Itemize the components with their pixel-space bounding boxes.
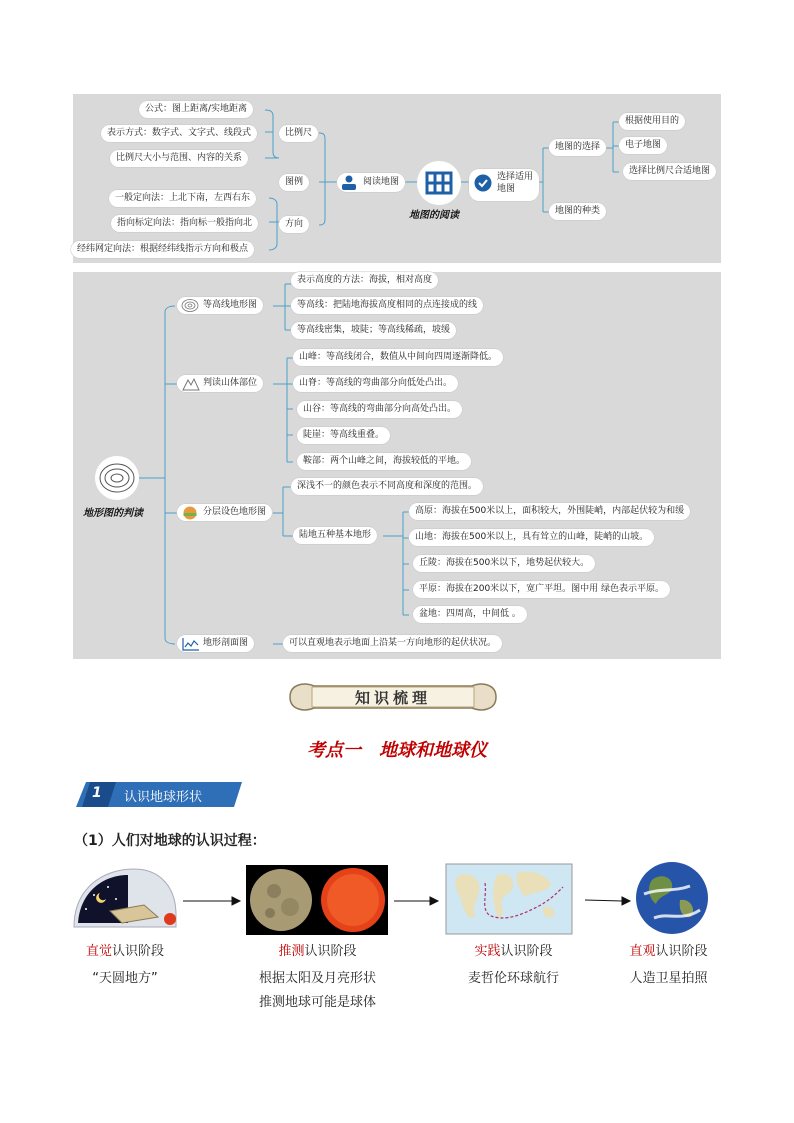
- stage-1: [50, 940, 200, 986]
- map-types-node: 地图的种类: [549, 203, 606, 220]
- profile-node: 地形剖面图: [177, 635, 254, 652]
- stage-3-title: 实践认识阶段: [474, 944, 553, 959]
- stage-3: [436, 940, 591, 986]
- topic-title: 考点一 地球和地球仪: [307, 740, 487, 761]
- landform-plateau: 高原：海拔在500米以上，面积较大，外围陡峭，内部起伏较为和缓: [409, 503, 690, 520]
- contour-definition: 等高线：把陆地海拔高度相同的点连接成的线: [291, 297, 483, 314]
- mountain-valley: 山谷：等高线的弯曲部分向高处凸出。: [297, 401, 462, 418]
- scale-representation: 表示方式：数字式、文字式、线段式: [101, 125, 257, 142]
- stage-2-title: 推测认识阶段: [278, 944, 357, 959]
- stage-4: [596, 940, 741, 986]
- stage-3-desc: 麦哲伦环球航行: [467, 971, 559, 986]
- topo-map-icon: [95, 456, 139, 500]
- layered-color-node: 分层设色地形图: [177, 504, 272, 521]
- map-reading-center-title: 地图的阅读: [409, 210, 459, 221]
- landform-basin: 盆地：四周高，中间低 。: [413, 606, 527, 623]
- stage-1-title: 直觉认识阶段: [85, 944, 165, 959]
- contour-icon: [181, 298, 199, 313]
- stage-2-desc-1: 根据太阳及月亮形状: [258, 971, 376, 986]
- landform-hill: 丘陵：海拔在500米以下，地势起伏较大。: [413, 555, 595, 572]
- mountain-saddle: 鞍部：两个山峰之间，海拔较低的平地。: [297, 453, 471, 470]
- mountain-cliff: 陡崖：等高线重叠。: [297, 427, 390, 444]
- section-label: 认识地球形状: [124, 790, 203, 805]
- direction-grid: 经纬网定向法：根据经纬线指示方向和极点: [71, 241, 254, 258]
- map-icon: [417, 161, 461, 205]
- stage-1-desc: “天圆地方”: [92, 971, 158, 986]
- mountain-ridge: 山脊：等高线的弯曲部分向低处凸出。: [293, 375, 458, 392]
- map-reading-mindmap: [73, 94, 721, 263]
- stage-2: [230, 940, 405, 1010]
- profile-desc: 可以直观地表示地面上沿某一方向地形的起伏状况。: [283, 635, 502, 652]
- question-text: （1）人们对地球的认识过程：: [74, 833, 266, 849]
- scale-node: 比例尺: [279, 125, 318, 142]
- terrain-mindmap: [73, 272, 721, 659]
- map-choice-node: 地图的选择: [549, 139, 606, 156]
- knowledge-banner: [284, 678, 502, 716]
- check-icon: [474, 174, 492, 192]
- terrain-center-title: 地形图的判读: [83, 508, 143, 519]
- landform-plain: 平原：海拔在200米以下，宽广平坦。图中用 绿色表示平原。: [413, 581, 670, 598]
- scale-relation: 比例尺大小与范围、内容的关系: [110, 150, 248, 167]
- banner-title: 知识梳理: [354, 689, 431, 707]
- mountain-parts-node: 判读山体部位: [177, 375, 263, 392]
- direction-general: 一般定向法：上北下南，左西右东: [109, 190, 256, 207]
- choice-electronic: 电子地图: [619, 137, 667, 154]
- stage-2-desc-2: 推测地球可能是球体: [258, 995, 376, 1010]
- color-layer-icon: [182, 506, 198, 520]
- layered-color-desc: 深浅不一的颜色表示不同高度和深度的范围。: [291, 478, 483, 495]
- choice-by-purpose: 根据使用目的: [619, 113, 685, 130]
- contour-slope: 等高线密集，坡陡；等高线稀疏，坡缓: [291, 322, 456, 339]
- stage-arrows: [0, 892, 794, 912]
- contour-height-method: 表示高度的方法：海拔，相对高度: [291, 272, 438, 289]
- landform-mountain: 山地：海拔在500米以上，具有耸立的山峰，陡峭的山坡。: [409, 529, 654, 546]
- direction-node: 方向: [279, 216, 309, 233]
- stage-4-title: 直观认识阶段: [629, 944, 708, 959]
- section-tab: [76, 782, 242, 807]
- profile-chart-icon: [182, 637, 200, 651]
- stage-4-desc: 人造卫星拍照: [629, 971, 708, 986]
- choice-scale: 选择比例尺合适地图: [623, 163, 716, 180]
- mountain-icon: [182, 377, 200, 391]
- contour-map-node: 等高线地形图: [177, 297, 263, 314]
- scale-formula: 公式：图上距离/实地距离: [139, 101, 253, 118]
- five-landforms-node: 陆地五种基本地形: [293, 527, 377, 544]
- choose-map-node: 选择适用地图: [469, 169, 539, 201]
- mountain-peak: 山峰：等高线闭合，数值从中间向四周逐渐降低。: [293, 349, 503, 366]
- read-map-node: 阅读地图: [337, 173, 405, 192]
- legend-node: 图例: [279, 174, 309, 191]
- reader-icon: [341, 175, 357, 190]
- section-number: 1: [92, 785, 102, 801]
- direction-pointer: 指向标定向法：指向标一般指向北: [111, 215, 258, 232]
